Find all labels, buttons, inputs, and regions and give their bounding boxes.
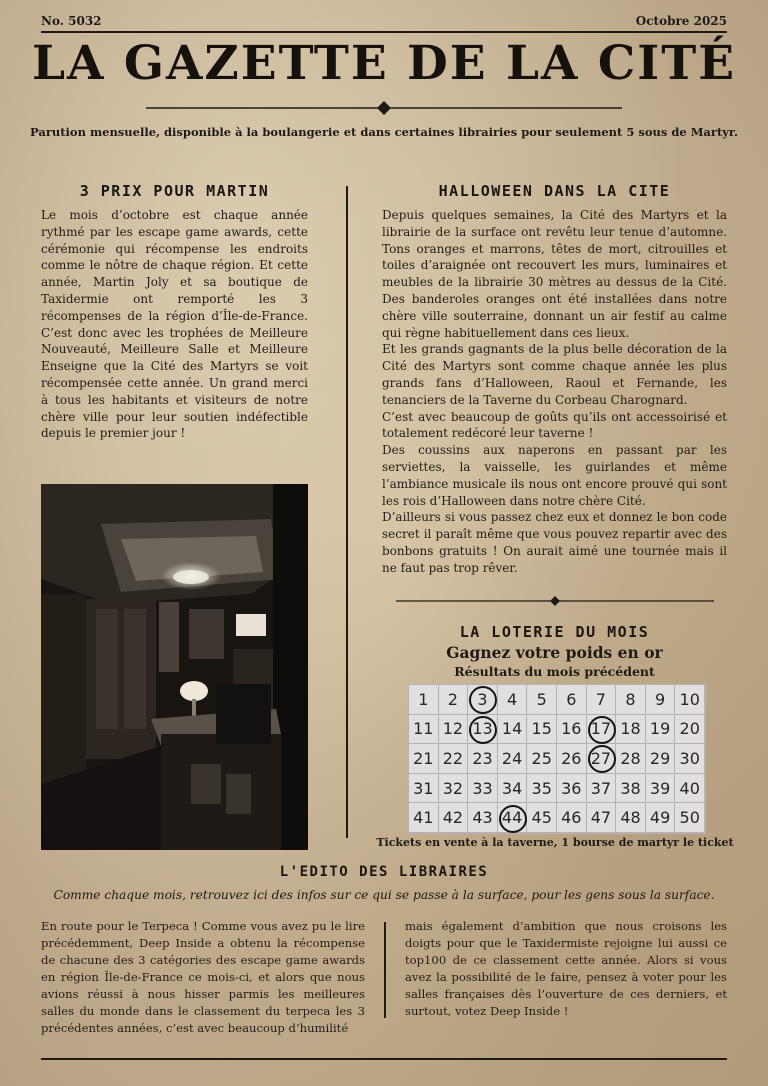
paragraph: Des coussins aux naperons en passant par les serviettes, la vaisselle, les guirlandes et même l’ambiance musicale ils nous ont encore prouvé qui sont les rois d’Halloween dans notre chère Cité.	[382, 443, 727, 508]
lottery-number-circled: 17	[587, 715, 617, 745]
article-right-title: HALLOWEEN DANS LA CITE	[438, 182, 671, 200]
column-divider	[346, 186, 348, 838]
lottery-number: 4	[498, 685, 528, 715]
lottery-number: 25	[527, 744, 557, 774]
lottery-number: 1	[409, 685, 439, 715]
lottery-number: 35	[527, 774, 557, 804]
lottery-subtitle: Gagnez votre poids en or	[446, 643, 663, 662]
paragraph: C’est avec beaucoup de goûts qu’ils ont accessoirisé et totalement redécoré leur taverne !	[382, 409, 727, 441]
lottery-number: 31	[409, 774, 439, 804]
lottery-number: 7	[587, 685, 617, 715]
lottery-number: 48	[616, 803, 646, 833]
bottom-rule	[41, 1058, 727, 1060]
edito-title: L'EDITO DES LIBRAIRES	[279, 864, 489, 880]
tagline: Parution mensuelle, disponible à la boulangerie et dans certaines librairies pour seulement 5 sous de Martyr.	[30, 125, 738, 139]
lottery-number: 30	[675, 744, 705, 774]
lottery-number: 42	[439, 803, 469, 833]
lottery-number: 12	[439, 715, 469, 745]
lottery-number: 29	[646, 744, 676, 774]
paragraph: Depuis quelques semaines, la Cité des Martyrs et la librairie de la surface ont revêtu leur tenue d’automne. Tons oranges et marrons, têtes de mort, citrouilles et toiles d’araignée ont recouvert les murs, luminaires et meubles de la librairie 30 mètres au dessus de la Cité. Des banderoles oranges ont été installées dans notre chère ville souterraine, donnant un air festif au calme qui règne habituellement dans ces lieux.	[382, 208, 727, 340]
lottery-number-circled: 3	[468, 685, 498, 715]
lottery-number: 26	[557, 744, 587, 774]
lottery-number-circled: 13	[468, 715, 498, 745]
lottery-number: 21	[409, 744, 439, 774]
lottery-number: 15	[527, 715, 557, 745]
paragraph: Et les grands gagnants de la plus belle décoration de la Cité des Martyrs sont comme chaque année les plus grands fans d’Halloween, Raoul et Fernande, les tenanciers de la Taverne du Corbeau Charognard.	[382, 342, 727, 407]
issue-date: Octobre 2025	[635, 14, 727, 28]
lottery-number: 43	[468, 803, 498, 833]
lottery-number: 10	[675, 685, 705, 715]
lottery-number: 45	[527, 803, 557, 833]
lottery-divider	[396, 594, 714, 608]
lottery-number: 14	[498, 715, 528, 745]
lottery-number: 38	[616, 774, 646, 804]
lottery-title: LA LOTERIE DU MOIS	[459, 623, 650, 641]
taverne-photo	[41, 484, 308, 850]
lottery-number: 47	[587, 803, 617, 833]
lottery-number: 23	[468, 744, 498, 774]
lottery-number: 18	[616, 715, 646, 745]
title-divider	[146, 100, 622, 116]
top-rule	[41, 31, 727, 33]
lottery-number: 16	[557, 715, 587, 745]
lottery-number: 8	[616, 685, 646, 715]
edito-column-2: mais également d’ambition que nous croisons les doigts pour que le Taxidermiste rejoigne lui aussi ce top100 de ce classement cette année. Alors si vous avez la possibilité de le faire, pensez à voter pour les salles françaises dès l’ouverture de ces derniers, et surtout, votez Deep Inside !	[405, 919, 727, 1018]
lottery-number: 40	[675, 774, 705, 804]
masthead-title: LA GAZETTE DE LA CITÉ	[31, 36, 737, 91]
lottery-grid	[408, 684, 706, 834]
room-illustration	[41, 484, 308, 850]
lottery-number: 34	[498, 774, 528, 804]
article-left-title: 3 PRIX POUR MARTIN	[79, 182, 270, 200]
issue-number: No. 5032	[41, 14, 102, 28]
lottery-number: 5	[527, 685, 557, 715]
lottery-number: 22	[439, 744, 469, 774]
lottery-number: 24	[498, 744, 528, 774]
edito-column-1: En route pour le Terpeca ! Comme vous avez pu le lire précédemment, Deep Inside a obtenu la récompense de chacune des 3 catégories des escape game awards en région Île-de-France ce mois-ci, et alors que nous avions réussi à nous hisser parmis les meilleures salles du monde dans le classement du terpeca les 3 précédentes années, c’est avec beaucoup d’humilité	[41, 919, 365, 1035]
lottery-number: 32	[439, 774, 469, 804]
lottery-number: 41	[409, 803, 439, 833]
lottery-number: 37	[587, 774, 617, 804]
lottery-number: 28	[616, 744, 646, 774]
lottery-number-circled: 27	[587, 744, 617, 774]
article-right-body	[382, 207, 727, 577]
lottery-results-label: Résultats du mois précédent	[454, 664, 655, 679]
lottery-number: 36	[557, 774, 587, 804]
lottery-number: 39	[646, 774, 676, 804]
lottery-number: 11	[409, 715, 439, 745]
lottery-number: 33	[468, 774, 498, 804]
article-left-body: Le mois d’octobre est chaque année rythmé par les escape game awards, cette cérémonie qui récompense les endroits comme le nôtre de chaque région. Et cette année, Martin Joly et sa boutique de Taxidermie ont remporté les 3 récompenses de la région d’Île-de-France. C’est donc avec les trophées de Meilleure Nouveauté, Meilleure Salle et Meilleure Enseigne que la Cité des Martyrs se voit récompensée cette année. Un grand merci à tous les habitants et visiteurs de notre chère ville pour leur soutien indéfectible depuis le premier jour !	[41, 208, 308, 441]
lottery-number: 46	[557, 803, 587, 833]
lottery-number: 19	[646, 715, 676, 745]
edito-intro: Comme chaque mois, retrouvez ici des infos sur ce qui se passe à la surface, pour les gens sous la surface.	[53, 888, 715, 902]
paragraph: D’ailleurs si vous passez chez eux et donnez le bon code secret il paraît même que vous pouvez repartir avec des bonbons gratuits ! On aurait aimé une tournée mais il ne faut pas trop rêver.	[382, 510, 727, 575]
edito-divider	[384, 922, 386, 1018]
lottery-number-circled: 44	[498, 803, 528, 833]
lottery-footnote: Tickets en vente à la taverne, 1 bourse de martyr le ticket	[376, 836, 734, 849]
lottery-number: 6	[557, 685, 587, 715]
lottery-number: 20	[675, 715, 705, 745]
lottery-number: 2	[439, 685, 469, 715]
lottery-number: 50	[675, 803, 705, 833]
lottery-number: 9	[646, 685, 676, 715]
lottery-number: 49	[646, 803, 676, 833]
